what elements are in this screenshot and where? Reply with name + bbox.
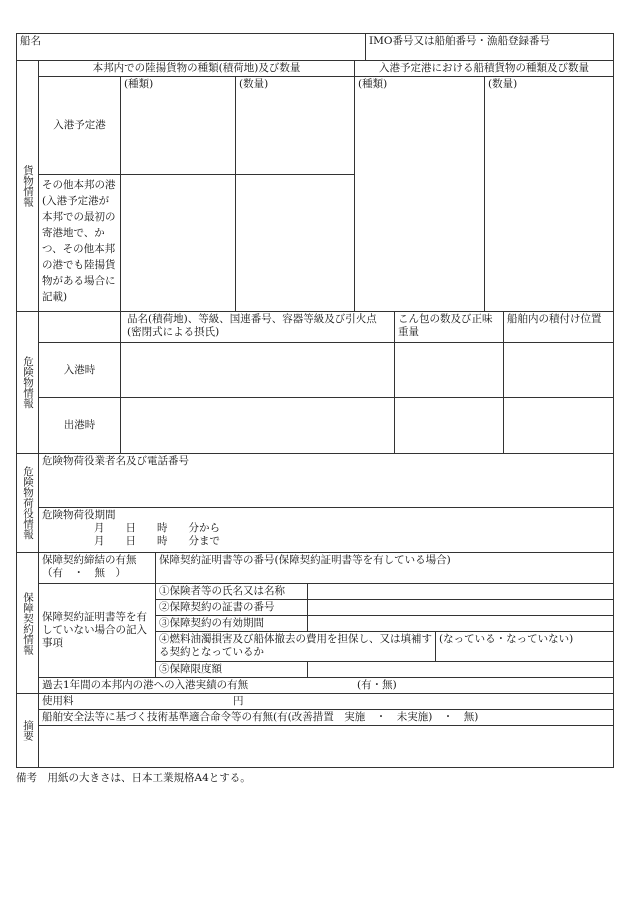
other-port-type-cell[interactable] <box>120 174 236 312</box>
cert-no-label: 保障契約証明書等の番号(保障契約証明書等を有している場合) <box>159 554 451 566</box>
handling-period-label: 危険物荷役期間 <box>42 509 116 521</box>
port-qty-cell[interactable] <box>235 76 355 175</box>
item1-value[interactable] <box>307 583 614 600</box>
contract-q-cell[interactable] <box>38 552 156 584</box>
port-qty-label: (数量) <box>239 78 269 90</box>
handling-contractor-cell[interactable] <box>38 453 614 508</box>
fee-label: 使用料 <box>42 695 74 707</box>
other-port-text: その他本邦の港(入港予定港が本邦での最初の寄港地で、かつ、その他本邦の港でも陸揚貨物がある場合に記載) <box>42 179 116 303</box>
danger-arrival-pack[interactable] <box>394 342 504 398</box>
port-label: 入港予定港 <box>38 76 121 175</box>
past-record-label: 過去1年間の本邦内の港への入港実績の有無 <box>42 679 249 691</box>
no-cert-cell <box>38 583 156 678</box>
past-record-cell[interactable] <box>38 677 614 694</box>
item4-value[interactable] <box>435 631 614 662</box>
item2-value[interactable] <box>307 599 614 616</box>
past-record-opts: (有・無) <box>357 679 397 691</box>
fee-unit: 円 <box>233 695 244 707</box>
item2-label: ②保障契約の証書の番号 <box>155 599 308 616</box>
handling-to-line: 月 日 時 分まで <box>94 535 220 547</box>
ship-name-label: 船名 <box>20 35 41 47</box>
danger-pack-header <box>394 311 504 343</box>
loading-type-label: (種類) <box>358 78 388 90</box>
port-type-cell[interactable] <box>120 76 236 175</box>
danger-departure-name[interactable] <box>120 397 395 454</box>
danger-arrival-name[interactable] <box>120 342 395 398</box>
danger-stow-text: 船舶内の積付け位置 <box>507 313 602 325</box>
item1-label: ①保険者等の氏名又は名称 <box>155 583 308 600</box>
item3-label: ③保障契約の有効期間 <box>155 615 308 632</box>
imo-label: IMO番号又は船舶番号・漁船登録番号 <box>369 35 551 47</box>
danger-departure-label: 出港時 <box>38 397 121 454</box>
footnote: 備考 用紙の大きさは、日本工業規格A4とする。 <box>16 772 251 784</box>
item4-text: ④燃料油濁損害及び船体撤去の費用を担保し、又は填補する契約となっているか <box>159 633 432 658</box>
port-type-label: (種類) <box>124 78 154 90</box>
item5-label: ⑤保障限度額 <box>155 661 308 678</box>
other-port-qty-cell[interactable] <box>235 174 355 312</box>
danger-pack-text: こん包の数及び正味重量 <box>398 313 493 338</box>
loading-qty-cell[interactable] <box>484 76 614 312</box>
danger-arrival-stow[interactable] <box>503 342 614 398</box>
item4-label <box>155 631 436 662</box>
safety-label: 船舶安全法等に基づく技術基準適合命令等の有無( <box>42 711 278 723</box>
remarks-section-label: 摘要 <box>16 693 39 768</box>
handling-contractor-label: 危険物荷役業者名及び電話番号 <box>42 455 189 467</box>
insurance-section-label: 保障契約情報 <box>16 552 39 694</box>
cargo-section-label: 貨物情報 <box>16 60 39 312</box>
danger-section-label: 危険物情報 <box>16 311 39 454</box>
safety-opts: 有(改善措置 実施 ・ 未実施) ・ 無) <box>277 711 479 723</box>
safety-cell[interactable] <box>38 709 614 726</box>
ship-name-cell[interactable] <box>16 33 366 61</box>
danger-corner-cell <box>38 311 121 343</box>
cargo-left-header: 本邦内での陸揚貨物の種類(積荷地)及び数量 <box>38 60 355 77</box>
cert-no-cell[interactable] <box>155 552 614 584</box>
danger-departure-pack[interactable] <box>394 397 504 454</box>
contract-q-label: 保障契約締結の有無 <box>42 554 137 566</box>
danger-name-header <box>120 311 395 343</box>
handling-period-cell[interactable] <box>38 507 614 553</box>
contract-opts[interactable]: （有 ・ 無 ） <box>42 567 126 579</box>
fee-cell[interactable] <box>38 693 614 710</box>
cargo-right-header: 入港予定港における船積貨物の種類及び数量 <box>354 60 614 77</box>
other-port-label <box>38 174 121 312</box>
loading-qty-label: (数量) <box>488 78 518 90</box>
handling-section-label: 危険物荷役情報 <box>16 453 39 553</box>
danger-departure-stow[interactable] <box>503 397 614 454</box>
remarks-free-cell[interactable] <box>38 725 614 768</box>
item5-value[interactable] <box>307 661 614 678</box>
imo-cell[interactable] <box>365 33 614 61</box>
danger-name-text: 品名(積荷地)、等級、国連番号、容器等級及び引火点(密閉式による摂氏) <box>127 313 377 338</box>
item3-value[interactable] <box>307 615 614 632</box>
no-cert-text: 保障契約証明書等を有していない場合の記入事項 <box>42 611 147 649</box>
danger-stow-header <box>503 311 614 343</box>
loading-type-cell[interactable] <box>354 76 485 312</box>
danger-arrival-label: 入港時 <box>38 342 121 398</box>
handling-from-line: 月 日 時 分から <box>94 522 220 534</box>
item4-opts: (なっている・なっていない) <box>439 633 574 645</box>
